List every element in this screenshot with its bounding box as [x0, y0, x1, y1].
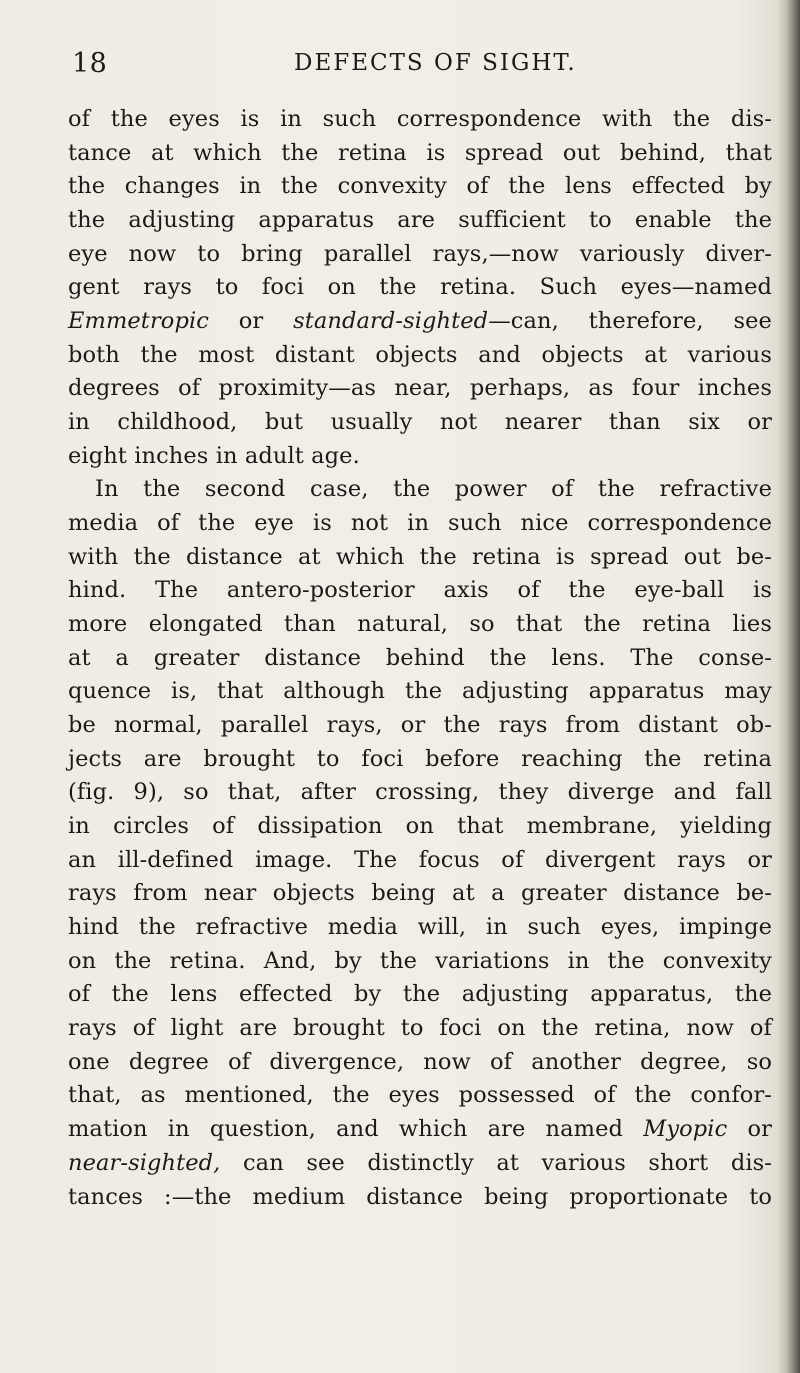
body-text: [68, 103, 772, 1214]
text-line: of the eyes is in such correspondence with the dis-: [68, 106, 772, 132]
text-line: both the most distant objects and objects at various: [68, 341, 772, 368]
text-line: the changes in the convexity of the lens effected by: [68, 173, 772, 200]
text-line: that, as mentioned, the eyes possessed of the confor-: [68, 1082, 772, 1109]
text-line: (fig. 9), so that, after crossing, they diverge and fall: [68, 779, 772, 806]
term-near-sighted: near-sighted,: [68, 1149, 221, 1176]
text-fragment: or: [208, 308, 294, 335]
text-line: in circles of dissipation on that membrane, yielding: [68, 813, 772, 840]
text-line: rays of light are brought to foci on the retina, now of: [68, 1015, 772, 1042]
text-line: of the lens effected by the adjusting apparatus, the: [68, 981, 772, 1008]
text-line: eight inches in adult age.: [68, 442, 360, 469]
text-line: tances :—the medium distance being proportionate to: [68, 1183, 772, 1210]
text-line: [68, 305, 772, 339]
text-line: with the distance at which the retina is spread out be-: [68, 543, 772, 570]
text-line: degrees of proximity—as near, perhaps, as four inches: [68, 375, 772, 402]
text-line: in childhood, but usually not nearer than six or: [68, 409, 772, 436]
text-line: [68, 1113, 772, 1147]
text-line: jects are brought to foci before reaching the retina: [68, 745, 772, 772]
page-header: [72, 48, 772, 84]
text-line: gent rays to foci on the retina. Such eyes—named: [68, 274, 772, 301]
text-line: rays from near objects being at a greater distance be-: [68, 880, 772, 907]
text-fragment: or: [727, 1116, 772, 1143]
text-line: at a greater distance behind the lens. The conse-: [68, 644, 772, 671]
running-head: DEFECTS OF SIGHT.: [294, 50, 577, 76]
page-edge-shadow: [786, 0, 800, 1373]
text-line: quence is, that although the adjusting apparatus may: [68, 678, 772, 705]
text-line: one degree of divergence, now of another degree, so: [68, 1048, 772, 1075]
text-line: hind the refractive media will, in such eyes, impinge: [68, 914, 772, 941]
text-fragment: —can, therefore, see: [488, 308, 772, 335]
text-line: eye now to bring parallel rays,—now variously diver-: [68, 240, 772, 267]
text-fragment: can see distinctly at various short dis-: [220, 1149, 772, 1176]
page-number: 18: [72, 48, 108, 79]
text-line: be normal, parallel rays, or the rays from distant ob-: [68, 712, 772, 739]
text-line: [68, 1147, 772, 1181]
text-line: In the second case, the power of the refractive: [95, 476, 772, 503]
term-emmetropic: Emmetropic: [68, 308, 209, 335]
text-line: tance at which the retina is spread out behind, that: [68, 139, 772, 166]
text-line: an ill-defined image. The focus of divergent rays or: [68, 846, 772, 873]
term-standard-sighted: standard-sighted: [293, 308, 489, 335]
text-line: hind. The antero-posterior axis of the eye-ball is: [68, 577, 772, 604]
text-line: on the retina. And, by the variations in the convexity: [68, 947, 772, 974]
text-line: the adjusting apparatus are sufficient to enable the: [68, 207, 772, 234]
text-line: media of the eye is not in such nice correspondence: [68, 510, 772, 537]
text-fragment: mation in question, and which are named: [68, 1116, 644, 1143]
text-line: more elongated than natural, so that the retina lies: [68, 611, 772, 638]
term-myopic: Myopic: [643, 1116, 728, 1143]
